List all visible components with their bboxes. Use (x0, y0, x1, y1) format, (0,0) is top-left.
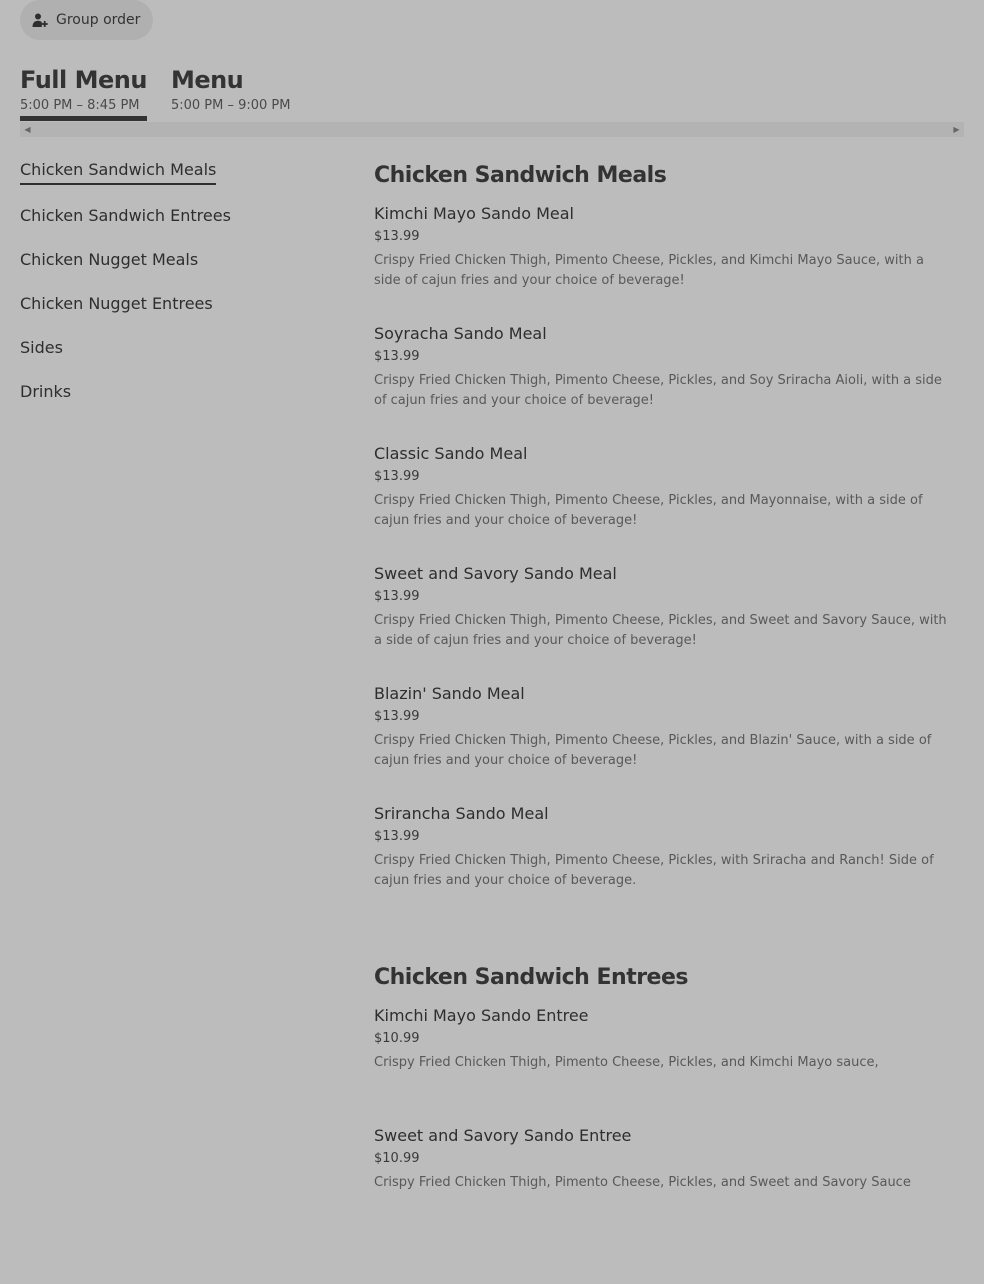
menu-item[interactable] (374, 1124, 954, 1244)
item-description: Crispy Fried Chicken Thigh, Pimento Cheese, Pickles, and Kimchi Mayo sauce, (374, 1055, 879, 1070)
menu-item[interactable] (374, 442, 954, 562)
item-price: $13.99 (374, 229, 420, 244)
menu-item[interactable] (374, 562, 954, 682)
menu-item[interactable] (374, 1004, 954, 1124)
menu-item[interactable] (374, 322, 954, 442)
item-name: Blazin' Sando Meal (374, 684, 525, 703)
item-description: Crispy Fried Chicken Thigh, Pimento Cheese, Pickles, and Mayonnaise, with a side of cajun fries and your choice of beverage! (374, 493, 923, 528)
item-name: Kimchi Mayo Sando Entree (374, 1006, 589, 1025)
tab-hours: 5:00 PM – 8:45 PM (20, 98, 140, 113)
item-name: Sweet and Savory Sando Meal (374, 564, 617, 583)
item-price: $13.99 (374, 709, 420, 724)
item-price: $13.99 (374, 589, 420, 604)
item-price: $10.99 (374, 1151, 420, 1166)
sidebar-item-chicken-sandwich-meals[interactable] (20, 158, 340, 204)
sidebar-item-chicken-nugget-entrees[interactable] (20, 292, 340, 336)
tab-hours: 5:00 PM – 9:00 PM (170, 98, 291, 113)
tab-title: Full Menu (20, 66, 147, 94)
item-name: Soyracha Sando Meal (374, 324, 547, 343)
sidebar-item-label: Chicken Nugget Meals (20, 250, 199, 269)
menu-content (374, 160, 954, 1284)
item-description: Crispy Fried Chicken Thigh, Pimento Cheese, Pickles, with Sriracha and Ranch! Side of cajun fries and your choice of beverage. (374, 853, 934, 888)
menu-item[interactable] (374, 802, 954, 922)
item-price: $13.99 (374, 349, 420, 364)
sidebar-item-chicken-sandwich-entrees[interactable] (20, 204, 340, 248)
sidebar-item-label: Drinks (20, 382, 72, 401)
sidebar-item-drinks[interactable] (20, 380, 340, 424)
item-price: $10.99 (374, 1031, 420, 1046)
section-title: Chicken Sandwich Meals (374, 163, 667, 188)
tab-title: Menu (170, 66, 244, 94)
menu-item[interactable] (374, 202, 954, 322)
category-sidebar (20, 158, 340, 424)
sidebar-item-chicken-nugget-meals[interactable] (20, 248, 340, 292)
item-name: Classic Sando Meal (374, 444, 528, 463)
sidebar-item-label: Chicken Sandwich Entrees (20, 206, 231, 225)
item-description: Crispy Fried Chicken Thigh, Pimento Cheese, Pickles, and Kimchi Mayo Sauce, with a side of cajun fries and your choice of beverage! (374, 253, 924, 288)
section-chicken-sandwich-meals (374, 160, 954, 922)
section-title: Chicken Sandwich Entrees (374, 965, 688, 990)
group-order-button[interactable] (20, 0, 153, 40)
item-description: Crispy Fried Chicken Thigh, Pimento Cheese, Pickles, and Soy Sriracha Aioli, with a side of cajun fries and your choice of beverage! (374, 373, 942, 408)
scroll-right-arrow-icon[interactable]: ▶ (953, 125, 960, 134)
sidebar-item-label: Chicken Nugget Entrees (20, 294, 213, 313)
tab-full-menu[interactable] (20, 64, 147, 121)
sidebar-item-label: Sides (20, 338, 63, 357)
tabs-horizontal-scrollbar[interactable] (20, 122, 964, 137)
section-chicken-sandwich-entrees (374, 962, 954, 1244)
scroll-left-arrow-icon[interactable]: ◀ (24, 125, 31, 134)
tab-menu[interactable] (171, 64, 291, 121)
item-name: Srirancha Sando Meal (374, 804, 549, 823)
add-person-icon (32, 12, 48, 28)
item-description: Crispy Fried Chicken Thigh, Pimento Cheese, Pickles, and Sweet and Savory Sauce, with a side of cajun fries and your choice of beverage! (374, 613, 947, 648)
item-name: Sweet and Savory Sando Entree (374, 1126, 632, 1145)
item-price: $13.99 (374, 469, 420, 484)
sidebar-item-label: Chicken Sandwich Meals (20, 158, 216, 185)
item-price: $13.99 (374, 829, 420, 844)
menu-item[interactable] (374, 682, 954, 802)
group-order-label: Group order (56, 12, 141, 28)
item-name: Kimchi Mayo Sando Meal (374, 204, 574, 223)
item-description: Crispy Fried Chicken Thigh, Pimento Cheese, Pickles, and Blazin' Sauce, with a side of cajun fries and your choice of beverage! (374, 733, 932, 768)
sidebar-item-sides[interactable] (20, 336, 340, 380)
item-description: Crispy Fried Chicken Thigh, Pimento Cheese, Pickles, and Sweet and Savory Sauce (374, 1175, 911, 1190)
menu-tabs (20, 64, 290, 121)
